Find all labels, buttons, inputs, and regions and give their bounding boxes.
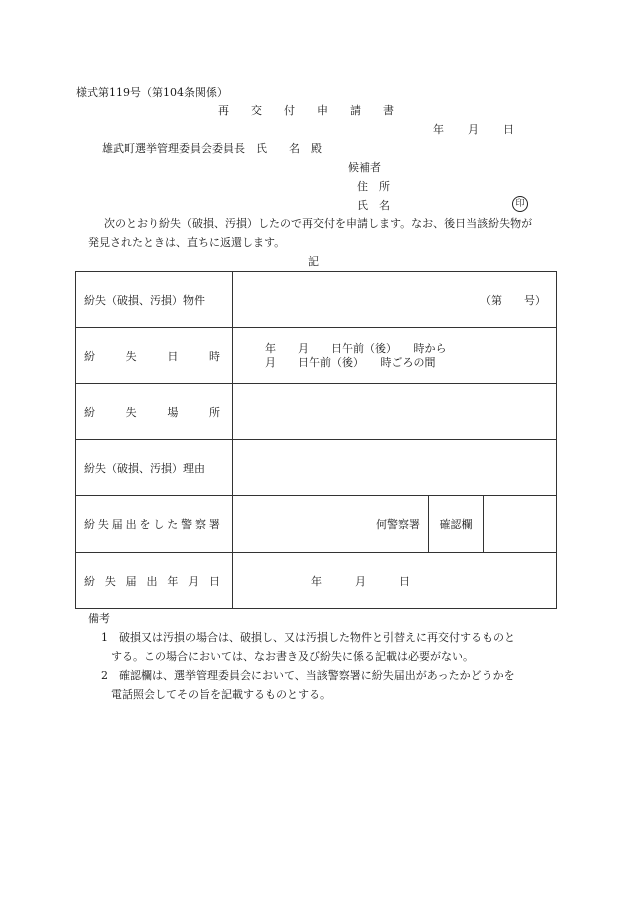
title-char: 請 [350,104,361,117]
lost-datetime-label [76,328,233,384]
seal-mark: 印 [512,196,528,212]
label-char: し [153,518,165,531]
lost-place-label [76,384,233,440]
lost-reason-label: 紛失（破損、汚損）理由 [76,440,233,496]
label-char: 日 [208,574,220,588]
report-date-value[interactable]: 年 月 日 [233,553,557,609]
note-2-line-2: 電話照会してその旨を記載するものとする。 [111,688,331,701]
label-char: 届 [111,518,123,531]
addressee: 雄武町選挙管理委員会委員長 氏 名 殿 [102,142,322,155]
application-date [433,123,538,137]
report-date-label [76,553,233,609]
lost-datetime-value[interactable] [233,328,557,384]
label-char: 紛 [84,574,95,588]
label-char: 警 [181,518,193,531]
label-char: 出 [125,518,137,531]
note-1-line-2: する。この場合においては、なお書き及び紛失に係る記載は必要がない。 [111,650,474,663]
note-2-line-1: 2 確認欄は、選挙管理委員会において、当該警察署に紛失届出があったかどうかを [101,669,515,682]
lost-item-value[interactable]: （第 号） [233,272,557,328]
label-char: 年 [167,574,179,588]
police-station-value[interactable] [233,496,429,552]
table-row [76,440,557,496]
label-char: 失 [125,405,137,419]
police-station-label [76,496,233,553]
application-table [75,271,557,609]
label-char: 時 [208,349,220,363]
label-char: 出 [146,574,158,588]
body-text-line-1: 次のとおり紛失（破損、汚損）したので再交付を申請します。なお、後日当該紛失物が [104,217,533,230]
datetime-line-1: 年 月 日午前（後） 時から [265,341,447,355]
title-char: 付 [284,104,295,117]
table-row [76,328,557,384]
date-day: 日 [503,123,514,136]
table-row [76,384,557,440]
label-char: た [167,518,179,531]
title-char: 書 [383,104,394,117]
label-char: 紛 [84,405,95,419]
label-char: を [139,518,151,531]
label-char: 失 [104,574,116,588]
table-row [76,496,557,553]
confirm-value[interactable] [484,496,556,552]
candidate-label: 候補者 [348,161,381,174]
name-label: 氏 名 [357,199,390,212]
title-char: 交 [251,104,262,117]
label-char: 失 [97,518,109,531]
document-title [218,104,416,118]
date-month: 月 [468,123,479,136]
form-number: 様式第119号（第104条関係） [76,86,228,99]
lost-item-label: 紛失（破損、汚損）物件 [76,272,233,328]
ki-heading: 記 [308,255,319,268]
label-char: 所 [208,405,220,419]
label-char: 署 [208,518,220,531]
label-char: 察 [195,518,206,531]
label-char: 場 [167,405,179,419]
table-row [76,272,557,328]
title-char: 再 [218,104,229,117]
police-station-suffix: 何警察署 [376,518,420,531]
label-char: 届 [125,574,137,588]
label-char: 失 [125,349,137,363]
label-char: 紛 [84,349,95,363]
body-text-line-2: 発見されたときは、直ちに返還します。 [88,236,286,249]
label-char: 紛 [84,518,95,531]
datetime-line-2: 月 日午前（後） 時ごろの間 [265,355,436,369]
notes-heading: 備考 [88,612,110,625]
label-char: 日 [167,349,179,363]
police-station-cell [233,496,557,553]
table-row [76,553,557,609]
title-char: 申 [317,104,328,117]
address-label: 住 所 [357,180,390,193]
label-char: 月 [188,574,200,588]
lost-place-value[interactable] [233,384,557,440]
lost-reason-value[interactable] [233,440,557,496]
note-1-line-1: 1 破損又は汚損の場合は、破損し、又は汚損した物件と引替えに再交付するものと [101,631,515,644]
date-year: 年 [433,123,444,136]
confirm-label: 確認欄 [429,496,484,552]
